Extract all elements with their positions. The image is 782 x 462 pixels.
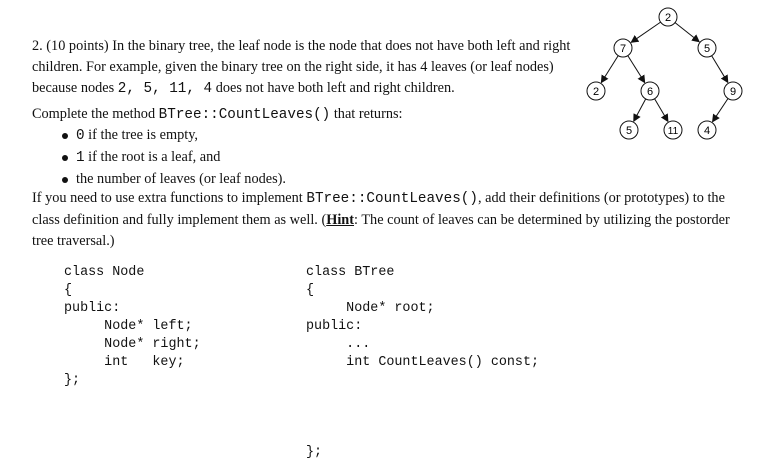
- tree-node: [664, 121, 682, 139]
- complete-tail: that returns:: [330, 106, 403, 122]
- tree-node-label: 4: [703, 125, 711, 137]
- return-value: 0: [76, 128, 85, 144]
- condition-text: if the tree is empty,: [84, 127, 199, 143]
- complete-lead: Complete the method: [32, 106, 159, 122]
- intro-tail: does not have both left and right children.: [212, 80, 455, 96]
- intro-lead: 2. (10 points) In the binary tree, the leaf node is the node that does not have both left and right children. For example, given the binary tree on the right side, it has 4 leaves (or leaf nodes) because nodes: [32, 38, 571, 96]
- question-intro: [32, 36, 582, 100]
- tree-edge: [634, 99, 646, 121]
- tree-node-label: 2: [664, 12, 672, 24]
- return-conditions-list: [62, 125, 286, 190]
- tree-node: [614, 39, 632, 57]
- tree-node: [698, 39, 716, 57]
- tree-node: [620, 121, 638, 139]
- tree-node: [724, 82, 742, 100]
- condition-text: the number of leaves (or leaf nodes).: [76, 171, 286, 187]
- tree-edge: [631, 22, 660, 42]
- hint-label: Hint: [326, 212, 355, 228]
- list-item: [62, 147, 286, 169]
- extra-mid: , add their definitions (or prototypes) to the class definition and fully implement them as well. (: [32, 190, 725, 228]
- hint-text: : The count of leaves can be determined by utilizing the postorder tree traversal.): [32, 212, 730, 249]
- list-item: [62, 125, 286, 147]
- tree-edge: [712, 56, 728, 83]
- node-class-code: class Node { public: Node* left; Node* right; int key; };: [64, 265, 201, 388]
- method-name: BTree::CountLeaves(): [158, 107, 331, 123]
- condition-text: if the root is a leaf, and: [84, 149, 221, 165]
- tree-edge: [601, 56, 618, 83]
- extra-lead: If you need to use extra functions to implement: [32, 190, 307, 206]
- extra-method-name: BTree::CountLeaves(): [306, 191, 478, 207]
- tree-edge: [655, 99, 668, 122]
- tree-edge: [675, 23, 699, 42]
- tree-node-label: 2: [592, 86, 600, 98]
- task-statement: [32, 104, 592, 126]
- tree-edge: [628, 56, 645, 83]
- tree-edge: [713, 98, 728, 121]
- tree-node: [659, 8, 677, 26]
- tree-node-label: 5: [703, 43, 711, 55]
- tree-node-label: 5: [625, 125, 633, 137]
- tree-node-label: 6: [646, 86, 654, 98]
- tree-node: [698, 121, 716, 139]
- list-item: [62, 169, 286, 190]
- tree-node: [641, 82, 659, 100]
- btree-class-code: class BTree { Node* root; public: ... int CountLeaves() const; };: [306, 265, 540, 460]
- tree-node-label: 11: [667, 126, 679, 137]
- binary-tree-diagram: [582, 0, 782, 150]
- return-value: 1: [76, 150, 85, 166]
- extra-instructions: [32, 188, 747, 252]
- intro-leaf-nodes: 2, 5, 11, 4: [117, 81, 213, 97]
- tree-node-label: 7: [619, 43, 627, 55]
- tree-node: [587, 82, 605, 100]
- tree-node-label: 9: [729, 86, 737, 98]
